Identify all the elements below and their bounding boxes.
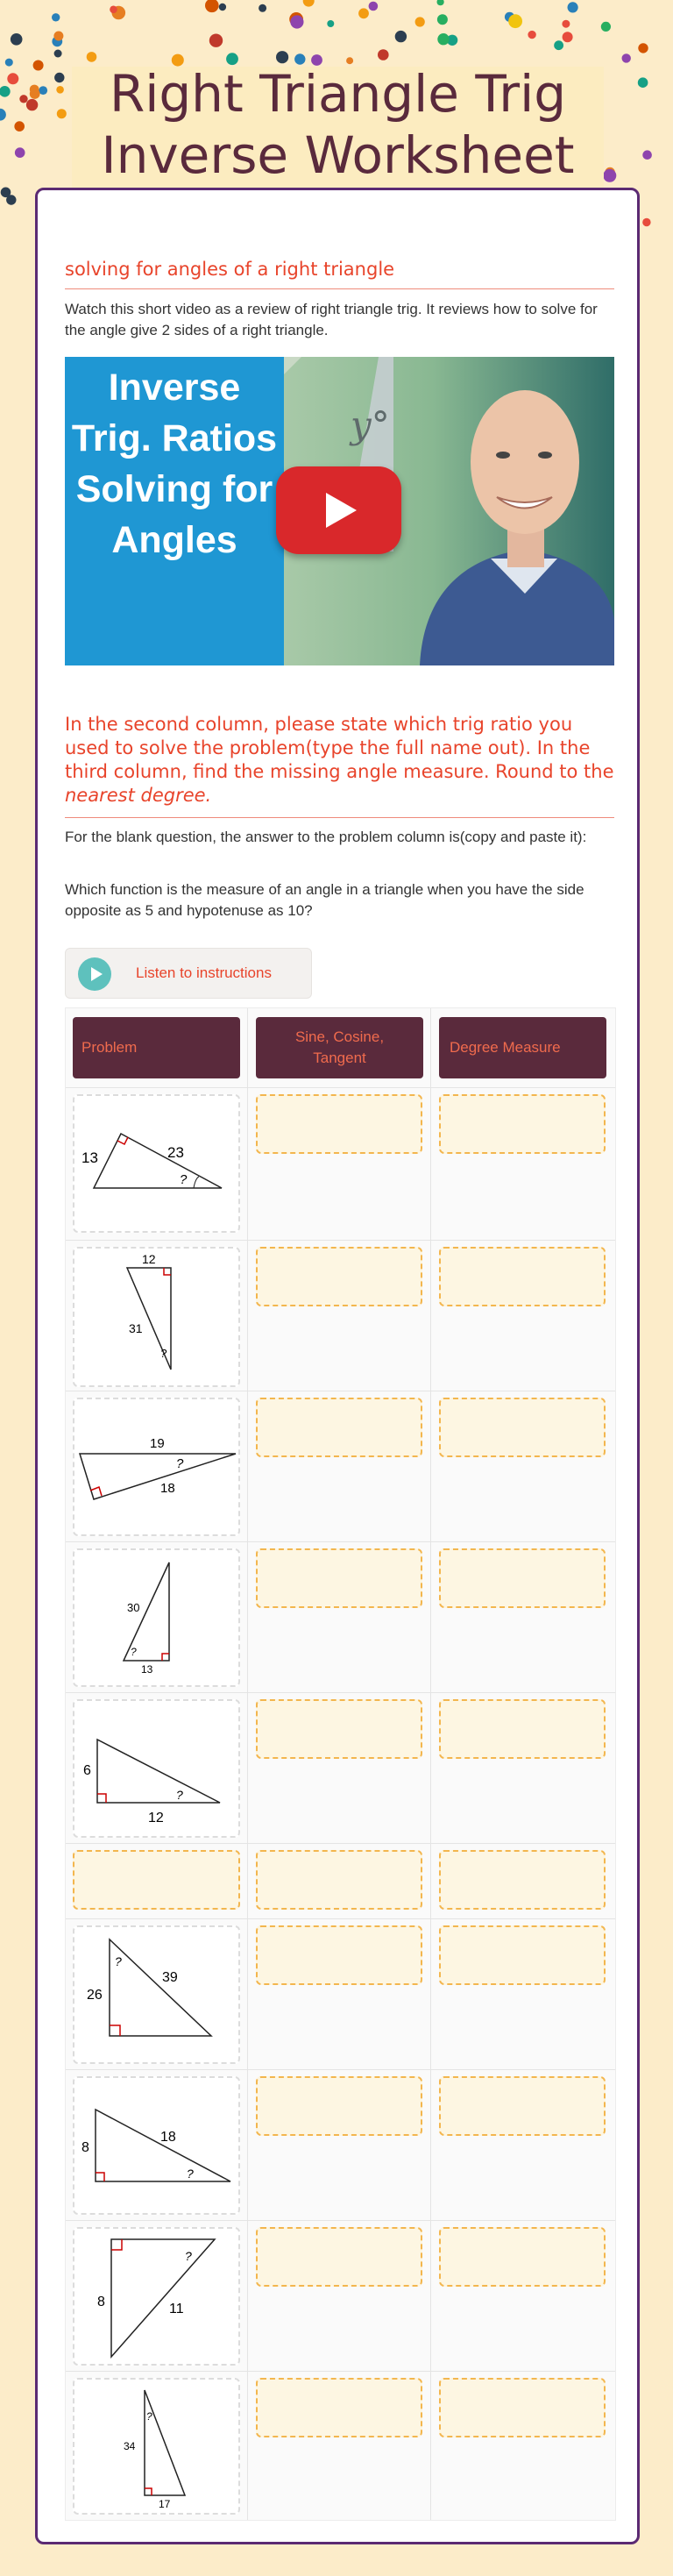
confetti-dot bbox=[327, 20, 334, 27]
side-label: 18 bbox=[160, 1481, 175, 1496]
confetti-dot bbox=[568, 2, 578, 12]
side-label: 13 bbox=[81, 1149, 98, 1166]
instructions-heading-text: In the second column, please state which trig ratio you used to solve the problem(type the full name out). In the third column, find the missing angle measure. Round to the bbox=[65, 714, 614, 782]
video-embed[interactable] bbox=[65, 357, 614, 665]
confetti-dot bbox=[87, 52, 97, 62]
confetti-dot bbox=[56, 86, 64, 94]
side-label: 26 bbox=[87, 1988, 103, 2003]
listen-to-instructions-button[interactable] bbox=[65, 948, 312, 999]
problem-figure-3 bbox=[73, 1398, 240, 1536]
confetti-dot bbox=[5, 59, 13, 67]
worksheet-card bbox=[35, 188, 640, 2544]
video-play-button[interactable] bbox=[276, 466, 401, 554]
video-thumbnail-panel bbox=[65, 357, 284, 665]
confetti-dot bbox=[638, 43, 648, 53]
ratio-answer-field[interactable] bbox=[256, 1398, 422, 1457]
confetti-dot bbox=[528, 31, 535, 39]
page-title: Right Triangle Trig Inverse Worksheet bbox=[101, 64, 575, 185]
angle-label: ? bbox=[115, 1954, 122, 1968]
side-label: 11 bbox=[169, 2302, 184, 2316]
problem-figure-9 bbox=[73, 2227, 240, 2366]
question-text: Which function is the measure of an angle in a triangle when you have the side opposite as 5 and hypotenuse as 10? bbox=[65, 881, 584, 919]
confetti-dot bbox=[642, 218, 650, 226]
problem-figure-10 bbox=[73, 2378, 240, 2515]
side-label: 6 bbox=[83, 1763, 91, 1778]
degree-answer-field[interactable] bbox=[439, 1925, 606, 1985]
row-divider bbox=[66, 1843, 615, 1844]
row-divider bbox=[66, 2220, 615, 2221]
side-label: 23 bbox=[167, 1144, 184, 1161]
degree-answer-field[interactable] bbox=[439, 2378, 606, 2437]
row-divider bbox=[66, 2371, 615, 2372]
row-divider bbox=[66, 1087, 615, 1088]
confetti-dot bbox=[0, 109, 6, 121]
side-label: 34 bbox=[124, 2440, 136, 2452]
side-label: 19 bbox=[150, 1436, 165, 1451]
confetti-dot bbox=[603, 169, 616, 182]
confetti-dot bbox=[30, 85, 39, 95]
header-problem: Problem bbox=[73, 1017, 240, 1078]
angle-label: ? bbox=[176, 1456, 184, 1471]
triangle-diagram bbox=[74, 1096, 238, 1231]
video-description: Watch this short video as a review of right triangle trig. It reviews how to solve for the angle give 2 sides of a right triangle. bbox=[65, 301, 598, 338]
ratio-answer-field[interactable] bbox=[256, 2378, 422, 2437]
confetti-dot bbox=[110, 6, 117, 14]
confetti-dot bbox=[437, 0, 444, 5]
side-label: 18 bbox=[160, 2130, 176, 2145]
confetti-dot bbox=[205, 0, 219, 12]
instructions-note: For the blank question, the answer to the problem column is(copy and paste it): bbox=[65, 829, 587, 845]
play-icon bbox=[276, 466, 401, 554]
ratio-answer-field[interactable] bbox=[256, 1850, 422, 1910]
row-divider bbox=[66, 2069, 615, 2070]
triangle-diagram bbox=[74, 1399, 238, 1534]
side-label: 8 bbox=[81, 2140, 89, 2155]
problem-figure-8 bbox=[73, 2076, 240, 2215]
confetti-dot bbox=[642, 150, 652, 160]
side-label: 17 bbox=[159, 2498, 171, 2510]
confetti-dot bbox=[437, 14, 448, 25]
degree-answer-field[interactable] bbox=[439, 1548, 606, 1608]
side-label: 12 bbox=[142, 1252, 156, 1266]
angle-label: ? bbox=[160, 1347, 167, 1360]
row-divider bbox=[66, 1240, 615, 1241]
angle-label: ? bbox=[187, 2167, 194, 2181]
divider bbox=[65, 817, 614, 818]
confetti-dot bbox=[563, 32, 573, 42]
divider bbox=[65, 288, 614, 289]
problem-figure-2 bbox=[73, 1247, 240, 1387]
side-label: 12 bbox=[148, 1811, 164, 1825]
problem-figure-1 bbox=[73, 1094, 240, 1233]
instructions-heading bbox=[65, 713, 614, 808]
row-divider bbox=[66, 1541, 615, 1542]
triangle-diagram bbox=[74, 2229, 238, 2364]
confetti-dot bbox=[52, 13, 60, 21]
confetti-dot bbox=[562, 20, 570, 28]
confetti-dot bbox=[290, 15, 303, 28]
column-divider bbox=[430, 1008, 431, 2520]
ratio-answer-field[interactable] bbox=[256, 2076, 422, 2136]
side-label: 13 bbox=[141, 1663, 153, 1676]
confetti-dot bbox=[219, 4, 226, 11]
side-label: 30 bbox=[127, 1601, 140, 1614]
confetti-dot bbox=[7, 73, 18, 84]
confetti-dot bbox=[358, 8, 369, 18]
degree-answer-field[interactable] bbox=[439, 1247, 606, 1306]
problem-figure-7 bbox=[73, 1925, 240, 2064]
degree-answer-field[interactable] bbox=[439, 2076, 606, 2136]
worksheet-table bbox=[65, 1007, 616, 2521]
confetti-dot bbox=[54, 73, 64, 82]
play-circle-icon bbox=[78, 957, 111, 991]
confetti-dot bbox=[415, 17, 425, 26]
side-label: 39 bbox=[162, 1970, 178, 1985]
confetti-dot bbox=[378, 49, 389, 60]
confetti-dot bbox=[0, 86, 11, 97]
problem-figure-4 bbox=[73, 1548, 240, 1687]
confetti-dot bbox=[57, 109, 67, 118]
angle-label: ? bbox=[180, 1172, 188, 1187]
ratio-answer-field[interactable] bbox=[256, 2227, 422, 2287]
degree-answer-field[interactable] bbox=[439, 1850, 606, 1910]
confetti-dot bbox=[395, 31, 407, 42]
degree-answer-field[interactable] bbox=[439, 2227, 606, 2287]
confetti-dot bbox=[53, 32, 63, 41]
angle-label: ? bbox=[131, 1646, 137, 1658]
ratio-answer-field[interactable] bbox=[256, 1094, 422, 1154]
confetti-dot bbox=[11, 33, 23, 46]
confetti-dot bbox=[554, 40, 563, 50]
confetti-dot bbox=[14, 121, 25, 132]
angle-label: ? bbox=[146, 2410, 152, 2423]
header-degree: Degree Measure bbox=[439, 1017, 606, 1078]
degree-answer-field[interactable] bbox=[439, 1699, 606, 1759]
triangle-diagram bbox=[74, 1701, 238, 1836]
confetti-dot bbox=[508, 14, 522, 28]
ratio-answer-field[interactable] bbox=[256, 1247, 422, 1306]
confetti-dot bbox=[276, 51, 288, 63]
confetti-dot bbox=[209, 34, 223, 47]
confetti-dot bbox=[303, 0, 315, 7]
degree-answer-field[interactable] bbox=[439, 1398, 606, 1457]
problem-answer-field[interactable] bbox=[73, 1850, 240, 1910]
confetti-dot bbox=[54, 50, 62, 58]
confetti-dot bbox=[39, 86, 47, 95]
triangle-diagram bbox=[74, 2078, 238, 2213]
confetti-dot bbox=[33, 60, 44, 71]
row-divider bbox=[66, 1918, 615, 1919]
section-heading: solving for angles of a right triangle bbox=[65, 259, 395, 280]
angle-label: ? bbox=[176, 1788, 183, 1802]
video-angle-label: y° bbox=[351, 403, 390, 446]
triangle-diagram bbox=[74, 1927, 238, 2062]
problem-figure-5 bbox=[73, 1699, 240, 1838]
side-label: 31 bbox=[129, 1321, 143, 1335]
ratio-answer-field[interactable] bbox=[256, 1925, 422, 1985]
confetti-dot bbox=[437, 33, 449, 45]
header-ratio: Sine, Cosine, Tangent bbox=[256, 1017, 423, 1078]
row-divider bbox=[66, 1692, 615, 1693]
side-label: 8 bbox=[97, 2295, 105, 2309]
confetti-dot bbox=[638, 77, 648, 88]
confetti-dot bbox=[601, 22, 611, 32]
triangle-diagram bbox=[74, 1249, 238, 1385]
listen-label: Listen to instructions bbox=[136, 964, 272, 981]
degree-answer-field[interactable] bbox=[439, 1094, 606, 1154]
triangle-diagram bbox=[74, 2380, 238, 2513]
confetti-dot bbox=[259, 4, 266, 12]
ratio-answer-field[interactable] bbox=[256, 1699, 422, 1759]
confetti-dot bbox=[369, 2, 379, 11]
triangle-diagram bbox=[74, 1550, 238, 1685]
confetti-dot bbox=[15, 147, 25, 158]
angle-label: ? bbox=[185, 2249, 192, 2263]
confetti-dot bbox=[6, 195, 16, 204]
ratio-answer-field[interactable] bbox=[256, 1548, 422, 1608]
video-thumbnail-text: Inverse Trig. Ratios Solving for Angles bbox=[71, 366, 278, 561]
confetti-dot bbox=[19, 95, 27, 103]
instructions-heading-emphasis: nearest degree. bbox=[65, 785, 212, 806]
confetti-dot bbox=[26, 99, 38, 110]
column-divider bbox=[247, 1008, 248, 2520]
confetti-dot bbox=[622, 53, 631, 62]
